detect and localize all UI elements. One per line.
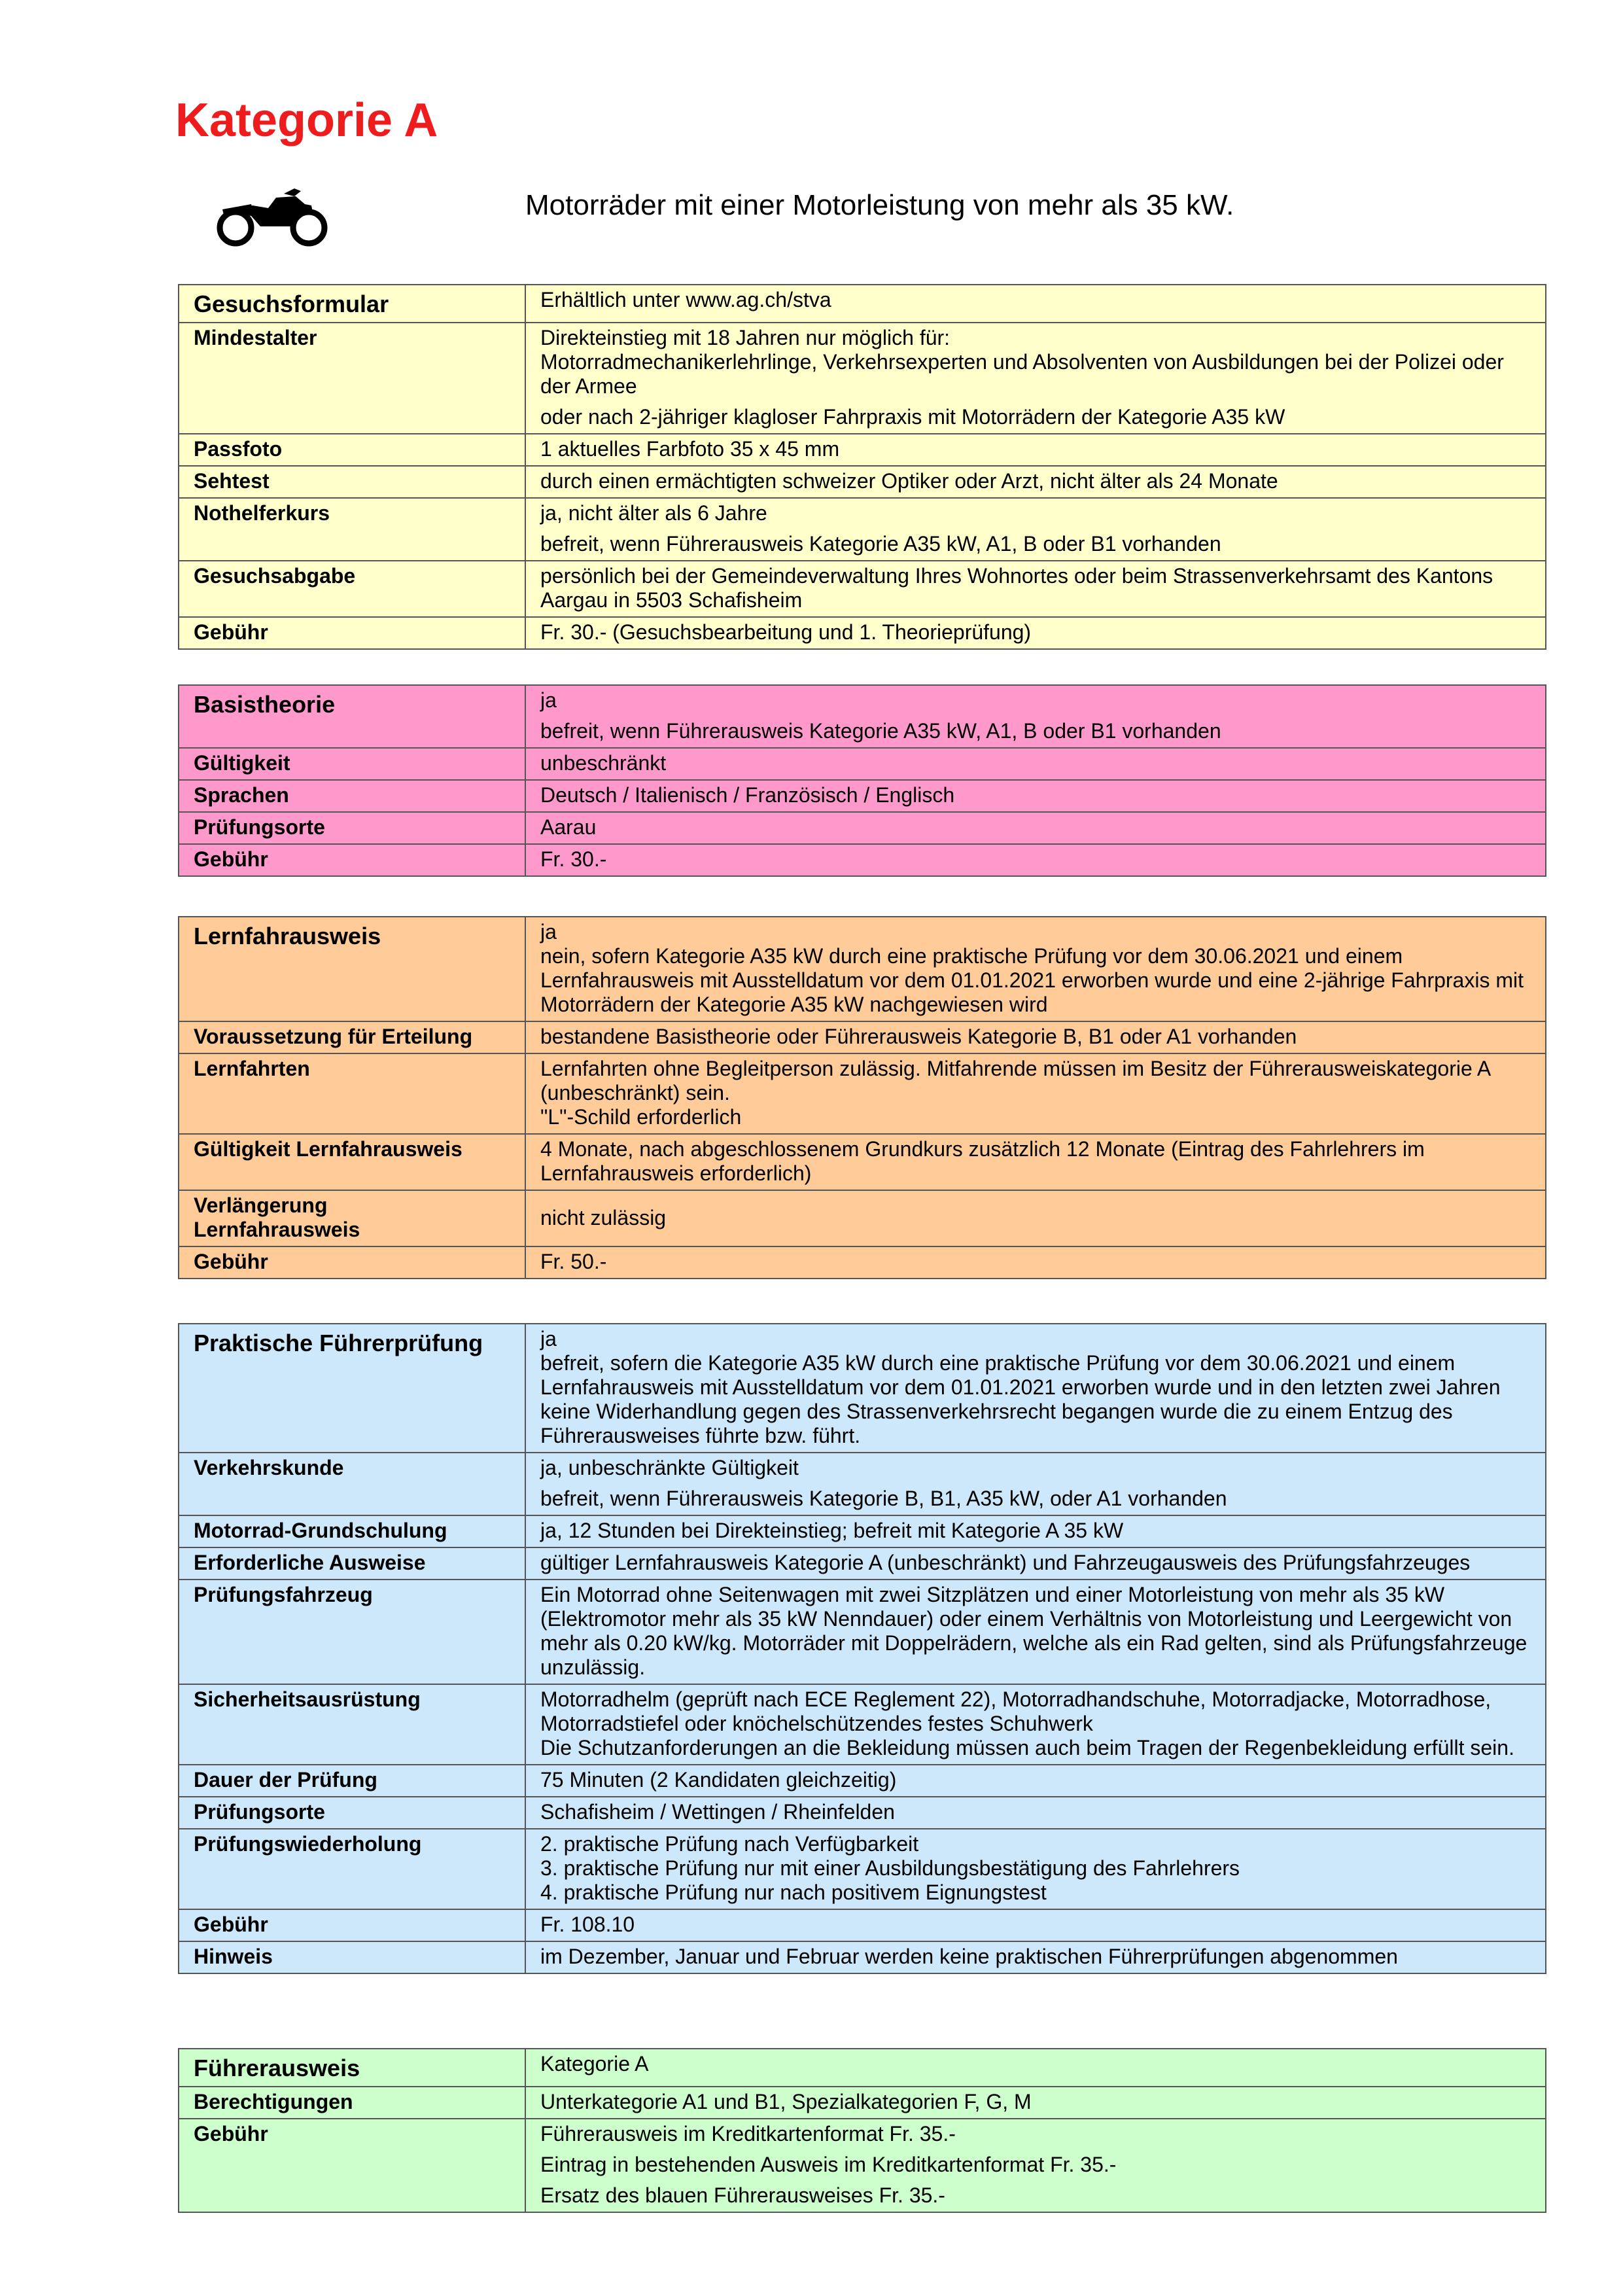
row-value — [525, 1580, 1546, 1684]
label-text: Gebühr — [194, 1250, 268, 1273]
row-label-passfoto — [179, 434, 525, 466]
table-row — [179, 1021, 1546, 1053]
row-label-lernfahrten — [179, 1053, 525, 1134]
value-text: Fr. 108.10 — [540, 1913, 635, 1936]
row-label-gebuehr — [179, 1246, 525, 1279]
value-text: Fr. 50.- — [540, 1250, 607, 1273]
table-row — [179, 617, 1546, 649]
row-label-gueltigkeit-lernfahrausweis — [179, 1134, 525, 1190]
row-value — [525, 1797, 1546, 1829]
label-text: Prüfungsorte — [194, 815, 325, 839]
label-text: Lernfahrausweis — [194, 923, 381, 949]
label-text: Verkehrskunde — [194, 1456, 344, 1479]
row-value — [525, 917, 1546, 1021]
table-row — [179, 1453, 1546, 1515]
value-text: unbeschränkt — [540, 751, 667, 775]
table-row — [179, 285, 1546, 323]
label-text: Praktische Führerprüfung — [194, 1330, 483, 1356]
row-value — [525, 2087, 1546, 2119]
label-text: Gebühr — [194, 847, 268, 871]
row-value — [525, 617, 1546, 649]
row-label-sprachen — [179, 780, 525, 812]
label-text: Passfoto — [194, 437, 283, 461]
section-lernfahrausweis — [178, 916, 1546, 1279]
value-text: Kategorie A — [540, 2052, 649, 2075]
table-row — [179, 1190, 1546, 1246]
value-text: im Dezember, Januar und Februar werden keine praktischen Führerprüfungen abgenommen — [540, 1945, 1398, 1968]
row-label-mindestalter — [179, 323, 525, 434]
table-row — [179, 1134, 1546, 1190]
row-value — [525, 1909, 1546, 1941]
row-label-gesuchsformular — [179, 285, 525, 323]
row-value — [525, 2119, 1546, 2212]
row-value — [525, 1190, 1546, 1246]
row-label-sicherheitsausruestung — [179, 1684, 525, 1765]
row-label-berechtigungen — [179, 2087, 525, 2119]
row-label-sehtest — [179, 466, 525, 498]
label-text: Lernfahrten — [194, 1057, 310, 1080]
label-text: Prüfungswiederholung — [194, 1832, 422, 1856]
table-row — [179, 748, 1546, 780]
value-text: Erhältlich unter www.ag.ch/stva — [540, 288, 831, 311]
table-row — [179, 780, 1546, 812]
value-text: Eintrag in bestehenden Ausweis im Kreditkartenformat Fr. 35.- — [540, 2153, 1117, 2176]
table-row — [179, 1765, 1546, 1797]
label-text: Gültigkeit — [194, 751, 290, 775]
row-label-fuehrerausweis — [179, 2049, 525, 2087]
row-label-gebuehr — [179, 617, 525, 649]
table-row — [179, 2049, 1546, 2087]
row-label-dauer-der-pruefung — [179, 1765, 525, 1797]
value-text: Motorradhelm (geprüft nach ECE Reglement 22), Motorradhandschuhe, Motorradjacke, Motorradhose, Motorradstiefel oder knöchelschützendes festes Schuhwerk Die Schutzanforderungen an die Bekleidung müssen auch beim Tragen der Regenbekleidung erfüllt sein. — [540, 1687, 1514, 1759]
row-label-praktische-fuehrerpruefung — [179, 1324, 525, 1453]
value-text: ja befreit, sofern die Kategorie A35 kW durch eine praktische Prüfung vor dem 30.06.2021 und einem Lernfahrausweis mit Ausstelldatum vor dem 01.01.2021 erworben wurde und in den letzten zwei Jahren keine Widerhandlung gegen des Strassenverkehrsrecht begangen wurde die zu einem Entzug des Führerausweises führte bzw. führt. — [540, 1327, 1501, 1447]
label-text: Basistheorie — [194, 691, 336, 718]
table-row — [179, 466, 1546, 498]
value-text: gültiger Lernfahrausweis Kategorie A (unbeschränkt) und Fahrzeugausweis des Prüfungsfahrzeuges — [540, 1551, 1471, 1574]
table-row — [179, 1909, 1546, 1941]
table-row — [179, 1547, 1546, 1580]
value-text: ja — [540, 688, 557, 712]
table-row — [179, 2087, 1546, 2119]
row-label-pruefungsorte — [179, 812, 525, 844]
row-label-nothelferkurs — [179, 498, 525, 561]
label-text: Sehtest — [194, 469, 270, 493]
row-label-erforderliche-ausweise — [179, 1547, 525, 1580]
row-label-verlaengerung-lernfahrausweis — [179, 1190, 525, 1246]
table-row — [179, 685, 1546, 748]
row-label-verkehrskunde — [179, 1453, 525, 1515]
label-text: Hinweis — [194, 1945, 273, 1968]
label-text: Führerausweis — [194, 2055, 360, 2081]
value-text: 1 aktuelles Farbfoto 35 x 45 mm — [540, 437, 840, 461]
table-row — [179, 2119, 1546, 2212]
row-value — [525, 323, 1546, 434]
row-value — [525, 434, 1546, 466]
value-text: ja, unbeschränkte Gültigkeit — [540, 1456, 799, 1479]
table-row — [179, 1797, 1546, 1829]
section-basistheorie — [178, 684, 1546, 877]
row-value — [525, 748, 1546, 780]
motorcycle-icon — [213, 186, 331, 249]
row-label-gebuehr — [179, 1909, 525, 1941]
row-value — [525, 1941, 1546, 1973]
table-row — [179, 1246, 1546, 1279]
row-label-pruefungswiederholung — [179, 1829, 525, 1909]
value-text: Führerausweis im Kreditkartenformat Fr. 35.- — [540, 2122, 956, 2146]
row-value — [525, 2049, 1546, 2087]
table-row — [179, 844, 1546, 876]
table-row — [179, 1829, 1546, 1909]
table-row — [179, 323, 1546, 434]
table-row — [179, 812, 1546, 844]
row-value — [525, 466, 1546, 498]
label-text: Mindestalter — [194, 326, 317, 349]
row-value — [525, 1246, 1546, 1279]
row-value — [525, 1547, 1546, 1580]
value-text: Fr. 30.- — [540, 847, 607, 871]
label-text: Dauer der Prüfung — [194, 1768, 377, 1792]
row-value — [525, 685, 1546, 748]
table-row — [179, 917, 1546, 1021]
row-value — [525, 1021, 1546, 1053]
label-text: Prüfungsorte — [194, 1800, 325, 1824]
value-text: Schafisheim / Wettingen / Rheinfelden — [540, 1800, 895, 1824]
value-text: ja nein, sofern Kategorie A35 kW durch eine praktische Prüfung vor dem 30.06.2021 und einem Lernfahrausweis mit Ausstelldatum vor dem 01.01.2021 erworben wurde und eine 2-jährige Fahrpraxis mit Motorrädern der Kategorie A35 kW nachgewiesen wird — [540, 920, 1524, 1016]
row-value — [525, 844, 1546, 876]
label-text: Gebühr — [194, 2122, 268, 2146]
value-text: ja, 12 Stunden bei Direkteinstieg; befreit mit Kategorie A 35 kW — [540, 1519, 1124, 1542]
row-value — [525, 1684, 1546, 1765]
value-text: Lernfahrten ohne Begleitperson zulässig. Mitfahrende müssen im Besitz der Führerausweiskategorie A (unbeschränkt) sein. "L"-Schild erforderlich — [540, 1057, 1490, 1129]
label-text: Voraussetzung für Erteilung — [194, 1025, 473, 1048]
label-text: Sicherheitsausrüstung — [194, 1687, 421, 1711]
table-row — [179, 561, 1546, 617]
page-subtitle: Motorräder mit einer Motorleistung von mehr als 35 kW. — [525, 189, 1234, 221]
row-value — [525, 1324, 1546, 1453]
table-row — [179, 434, 1546, 466]
value-text: befreit, wenn Führerausweis Kategorie A35 kW, A1, B oder B1 vorhanden — [540, 532, 1221, 556]
row-value — [525, 561, 1546, 617]
row-label-hinweis — [179, 1941, 525, 1973]
row-value — [525, 498, 1546, 561]
value-text: Direkteinstieg mit 18 Jahren nur möglich für: Motorradmechanikerlehrlinge, Verkehrsexperten und Absolventen von Ausbildungen bei der Polizei oder der Armee — [540, 326, 1504, 398]
label-text: Gebühr — [194, 1913, 268, 1936]
row-label-gueltigkeit — [179, 748, 525, 780]
value-text: Aarau — [540, 815, 597, 839]
row-value — [525, 1053, 1546, 1134]
value-text: oder nach 2-jähriger klagloser Fahrpraxis mit Motorrädern der Kategorie A35 kW — [540, 405, 1285, 429]
table-row — [179, 1684, 1546, 1765]
label-text: Gebühr — [194, 620, 268, 644]
value-text: bestandene Basistheorie oder Führerausweis Kategorie B, B1 oder A1 vorhanden — [540, 1025, 1297, 1048]
value-text: 75 Minuten (2 Kandidaten gleichzeitig) — [540, 1768, 897, 1792]
row-value — [525, 1829, 1546, 1909]
label-text: Berechtigungen — [194, 2090, 353, 2113]
section-gesuch — [178, 284, 1546, 650]
row-value — [525, 780, 1546, 812]
value-text: befreit, wenn Führerausweis Kategorie A35 kW, A1, B oder B1 vorhanden — [540, 719, 1221, 743]
label-text: Prüfungsfahrzeug — [194, 1583, 373, 1606]
table-row — [179, 1515, 1546, 1547]
row-label-pruefungsfahrzeug — [179, 1580, 525, 1684]
value-text: 2. praktische Prüfung nach Verfügbarkeit 3. praktische Prüfung nur mit einer Ausbildungsbestätigung des Fahrlehrers 4. praktische Prüfung nur nach positivem Eignungstest — [540, 1832, 1240, 1904]
label-text: Verlängerung Lernfahrausweis — [194, 1193, 360, 1241]
value-text: Deutsch / Italienisch / Französisch / Englisch — [540, 783, 955, 807]
section-praktische-pruefung — [178, 1323, 1546, 1974]
value-text: ja, nicht älter als 6 Jahre — [540, 501, 767, 525]
value-text: persönlich bei der Gemeindeverwaltung Ihres Wohnortes oder beim Strassenverkehrsamt des Kantons Aargau in 5503 Schafisheim — [540, 564, 1493, 612]
row-value — [525, 285, 1546, 323]
value-text: Ersatz des blauen Führerausweises Fr. 35.- — [540, 2183, 945, 2207]
row-label-gebuehr — [179, 844, 525, 876]
label-text: Sprachen — [194, 783, 289, 807]
value-text: Ein Motorrad ohne Seitenwagen mit zwei Sitzplätzen und einer Motorleistung von mehr als 35 kW (Elektromotor mehr als 35 kW Nenndauer) oder einem Verhältnis von Motorleistung und Leergewicht von mehr als 0.20 kW/kg. Motorräder mit Doppelrädern, welche als ein Rad gelten, sind als Prüfungsfahrzeuge unzulässig. — [540, 1583, 1527, 1679]
row-label-motorrad-grundschulung — [179, 1515, 525, 1547]
row-label-gebuehr — [179, 2119, 525, 2212]
page-title: Kategorie A — [175, 94, 438, 147]
row-label-gesuchsabgabe — [179, 561, 525, 617]
table-row — [179, 1580, 1546, 1684]
row-label-basistheorie — [179, 685, 525, 748]
label-text: Motorrad-Grundschulung — [194, 1519, 447, 1542]
table-row — [179, 1941, 1546, 1973]
label-text: Gesuchsformular — [194, 291, 389, 317]
table-row — [179, 1324, 1546, 1453]
value-text: befreit, wenn Führerausweis Kategorie B, B1, A35 kW, oder A1 vorhanden — [540, 1487, 1227, 1510]
value-text: Unterkategorie A1 und B1, Spezialkategorien F, G, M — [540, 2090, 1032, 2113]
table-row — [179, 498, 1546, 561]
label-text: Nothelferkurs — [194, 501, 330, 525]
table-row — [179, 1053, 1546, 1134]
label-text: Erforderliche Ausweise — [194, 1551, 426, 1574]
value-text: Fr. 30.- (Gesuchsbearbeitung und 1. Theorieprüfung) — [540, 620, 1032, 644]
row-value — [525, 1453, 1546, 1515]
value-text: 4 Monate, nach abgeschlossenem Grundkurs zusätzlich 12 Monate (Eintrag des Fahrlehrers im Lernfahrausweis erforderlich) — [540, 1137, 1425, 1185]
row-label-voraussetzung-fuer-erteilung — [179, 1021, 525, 1053]
row-label-lernfahrausweis — [179, 917, 525, 1021]
row-value — [525, 812, 1546, 844]
row-value — [525, 1765, 1546, 1797]
row-label-pruefungsorte — [179, 1797, 525, 1829]
value-text: nicht zulässig — [540, 1205, 667, 1229]
value-text: durch einen ermächtigten schweizer Optiker oder Arzt, nicht älter als 24 Monate — [540, 469, 1278, 493]
section-fuehrerausweis — [178, 2048, 1546, 2213]
label-text: Gültigkeit Lernfahrausweis — [194, 1137, 462, 1161]
row-value — [525, 1515, 1546, 1547]
label-text: Gesuchsabgabe — [194, 564, 356, 588]
row-value — [525, 1134, 1546, 1190]
